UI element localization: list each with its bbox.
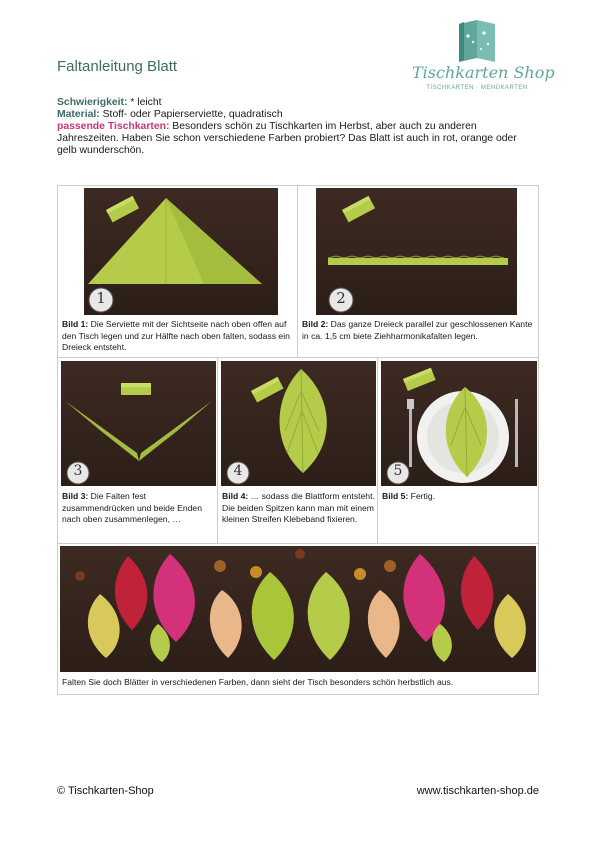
step-4-text: … sodass die Blattform entsteht. Die beiden Spitzen kann man mit einem kleinen Streifen Klebeband fixieren. (222, 491, 375, 524)
step-1-number: 1 (96, 289, 106, 307)
difficulty-label: Schwierigkeit: (57, 97, 128, 108)
footer-website[interactable]: www.tischkarten-shop.de (416, 785, 539, 797)
step-2-photo (316, 188, 517, 315)
step-4-number: 4 (233, 463, 243, 479)
bottom-cell (57, 543, 539, 695)
step-2-text: Das ganze Dreieck parallel zur geschlossenen Kante in ca. 1,5 cm biete Ziehharmonikafalten legen. (302, 319, 533, 341)
material-value: Stoff- oder Papierserviette, quadratisch (99, 109, 283, 120)
step-4-caption (222, 491, 376, 526)
cards-value: Besonders schön zu Tischkarten im Herbst, aber auch zu anderen Jahreszeiten. Haben Sie schon verschiedene Farben probiert? Das Blatt ist auch in rot, orange oder gelb wunderschön. (57, 121, 517, 156)
step-5-photo (381, 361, 537, 486)
bottom-photo (60, 546, 536, 672)
difficulty-value: * leicht (127, 97, 162, 108)
step-5-number: 5 (393, 463, 403, 479)
step-2-number: 2 (336, 289, 346, 307)
step-5-caption (382, 491, 536, 503)
step-3-number: 3 (73, 463, 83, 479)
step-2-cell (297, 185, 539, 358)
step-2-caption (302, 319, 534, 342)
info-block (57, 97, 537, 157)
step-3-text: Die Falten fest zusammendrücken und beide Enden nach oben zusammenlegen, … (62, 491, 202, 524)
difficulty-line (57, 97, 537, 109)
step-1-caption (62, 319, 294, 354)
logo-card-icon (412, 18, 542, 66)
step-4-photo (221, 361, 376, 486)
material-line (57, 109, 537, 121)
logo-name: Tischkarten Shop (412, 63, 555, 82)
brand-logo (412, 18, 555, 98)
step-1-label: Bild 1: (62, 319, 89, 329)
step-3-label: Bild 3: (62, 491, 89, 501)
step-5-text: Fertig. (408, 491, 436, 501)
step-1-photo (84, 188, 278, 315)
step-3-cell (57, 357, 218, 544)
step-1-text: Die Serviette mit der Sichtseite nach oben offen auf den Tisch legen und zur Hälfte nach oben falten, sodass ein Dreieck entsteht. (62, 319, 290, 352)
step-4-cell (217, 357, 378, 544)
step-5-cell (377, 357, 539, 544)
step-1-cell (57, 185, 298, 358)
material-label: Material: (57, 109, 100, 120)
bottom-caption: Falten Sie doch Blätter in verschiedenen Farben, dann sieht der Tisch besonders schön herbstlich aus. (62, 677, 454, 687)
page-title: Faltanleitung Blatt (57, 58, 178, 75)
step-3-caption (62, 491, 216, 526)
step-3-photo (61, 361, 216, 486)
cards-label: passende Tischkarten: (57, 121, 170, 132)
cards-line (57, 121, 537, 157)
footer-copyright: © Tischkarten-Shop (57, 785, 154, 797)
logo-subtitle: TISCHKARTEN · MENÜKARTEN (426, 85, 528, 91)
step-2-label: Bild 2: (302, 319, 329, 329)
step-4-label: Bild 4: (222, 491, 249, 501)
step-5-label: Bild 5: (382, 491, 409, 501)
